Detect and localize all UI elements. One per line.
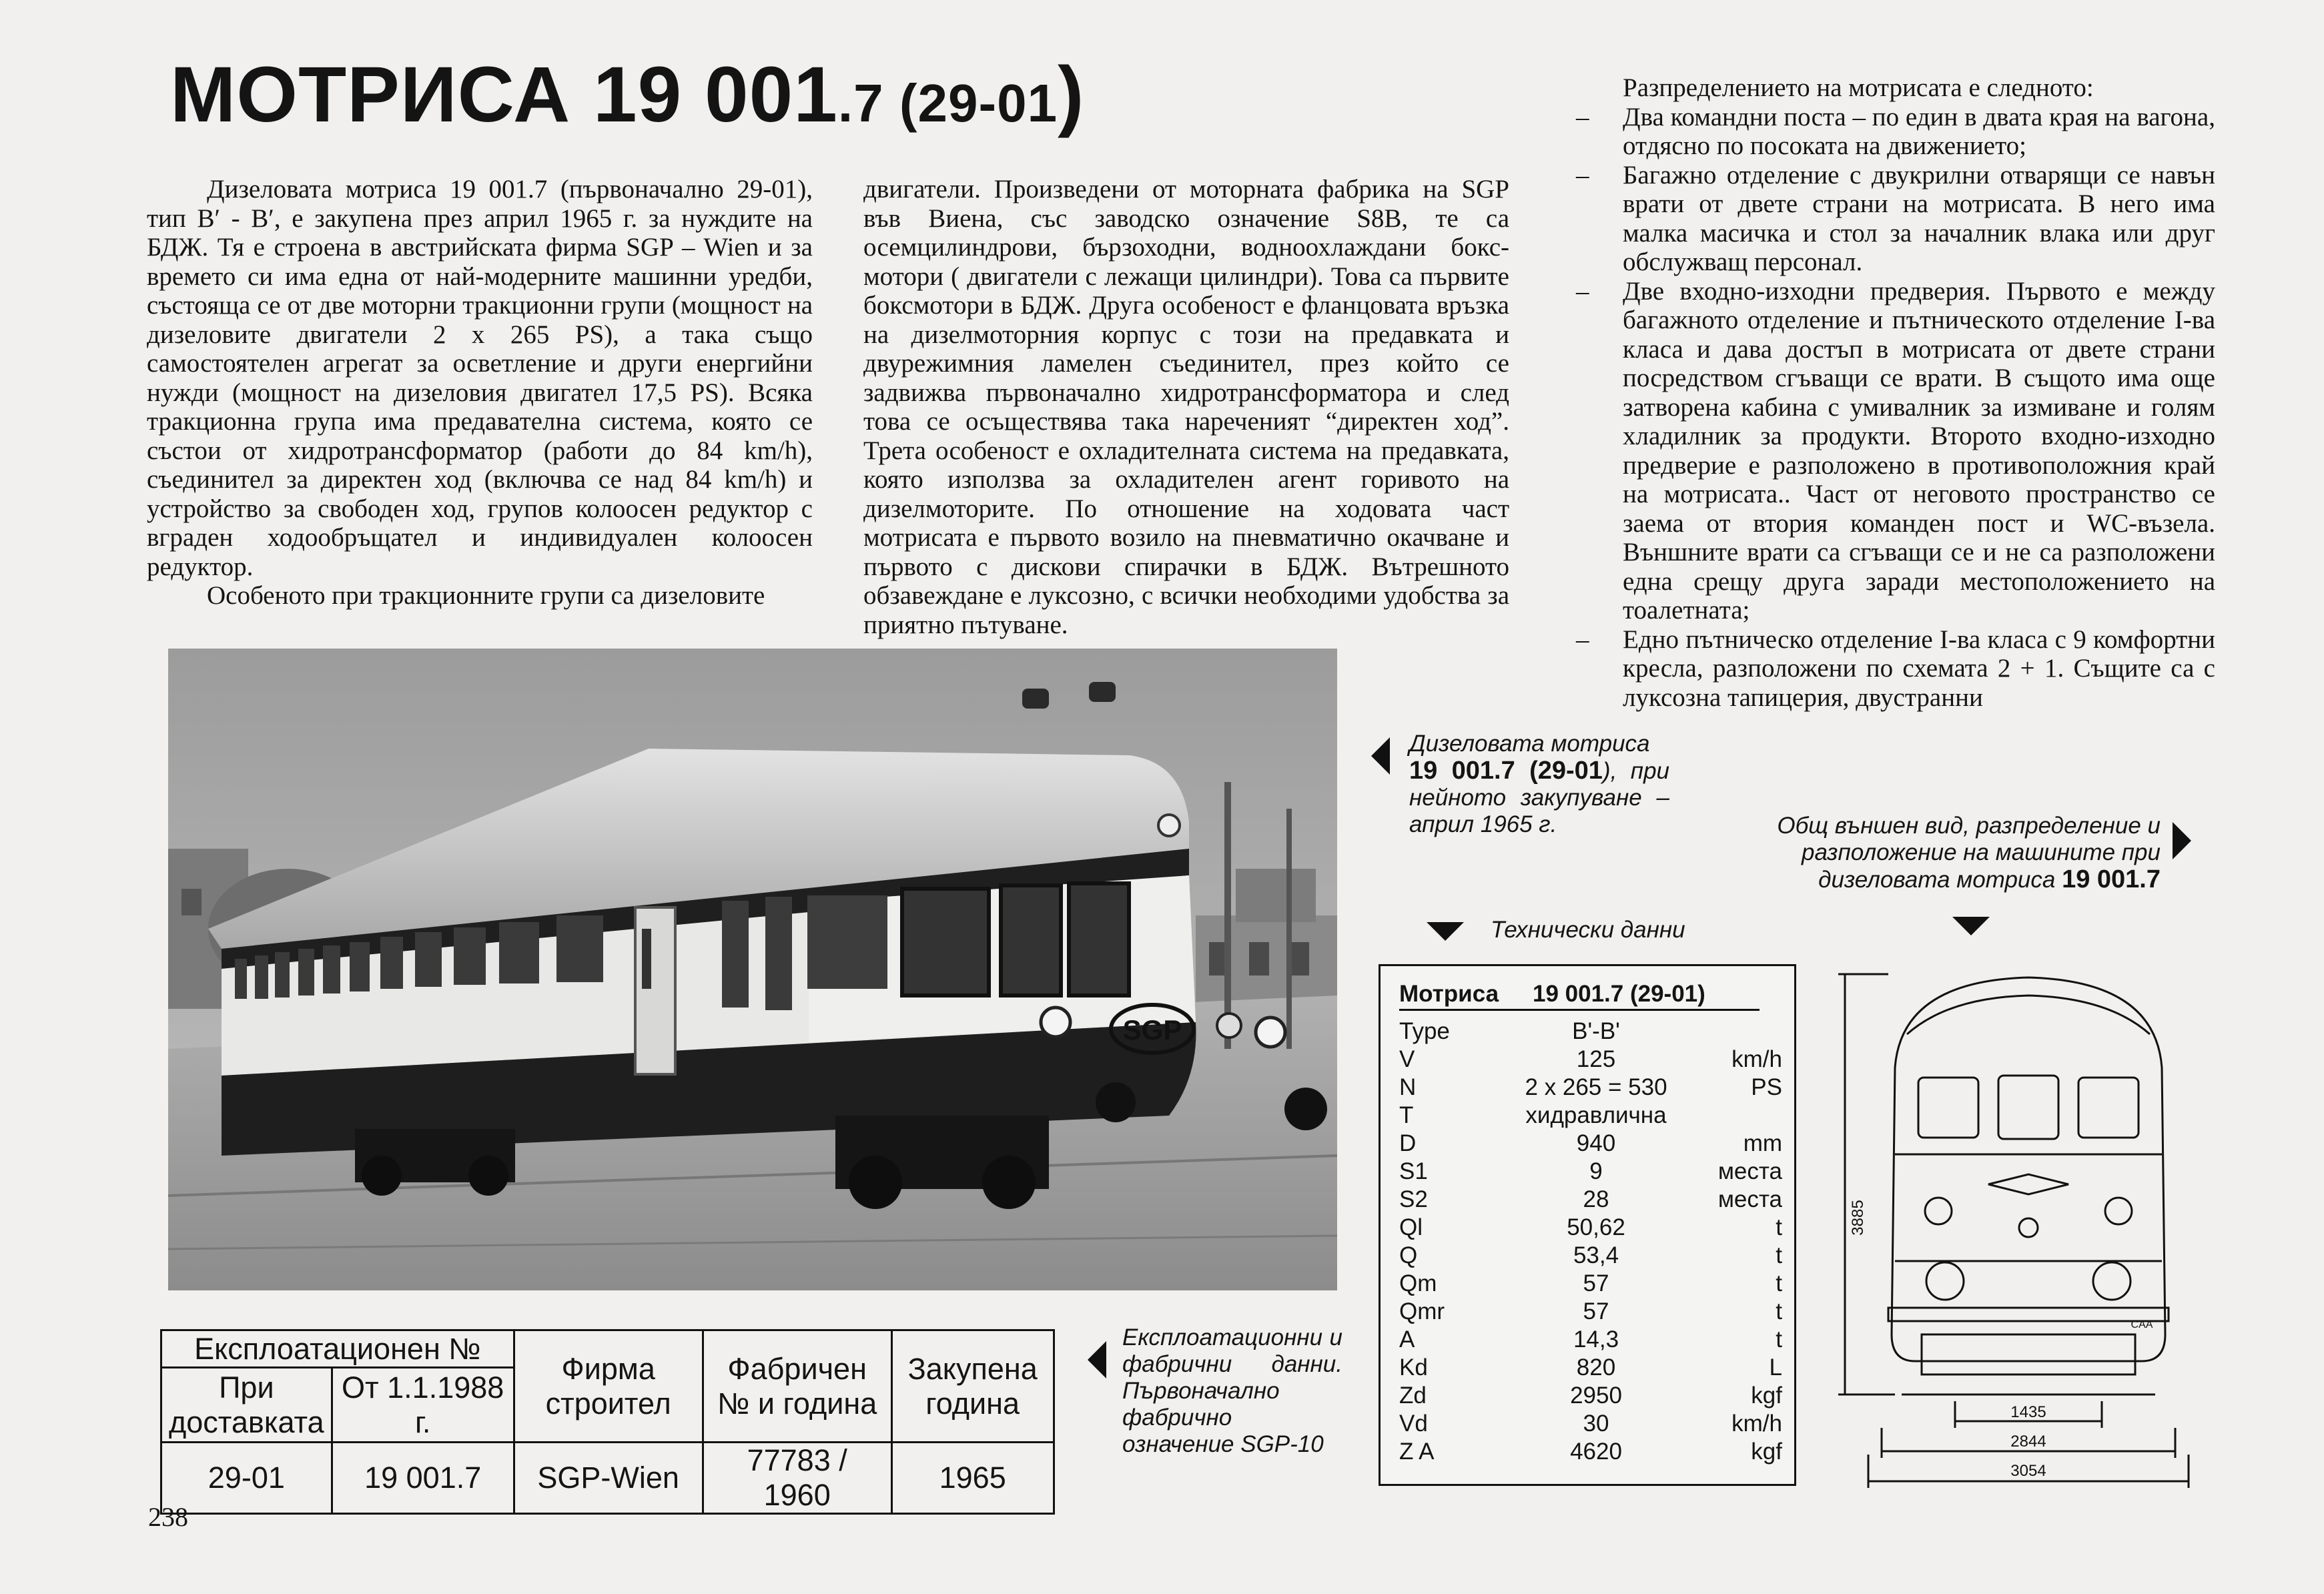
paragraph: двигатели. Произведени от моторната фабрика на SGP във Виена, със заводско означение S8B, те са осемцилиндрови, бързоходни, водноохлаждани бокс-мотори ( двигатели с лежащи цилиндри). Това са първите боксмотори в БДЖ. Друга особеност е фланцовата връзка на дизелмоторния корпус с този на предавката и двурежимния ламелен съединител, през който се задвижва първоначално хидротрансформатора и след това се осъществява така нареченият “директен ход”. Трета особеност е охладителната система на предавката, която използва за охладителен агент горивото на дизелмоторите. По отношение на ходовата част мотрисата е първото возило на пневматично окачване и първото с дискови спирачки в БДЖ. Вътрешното обзавеждане е луксозно, с всички необходими удобства за приятно пътуване. bbox=[863, 175, 1509, 639]
table-row: S2 28 места bbox=[1399, 1186, 1782, 1212]
railcar-photo bbox=[168, 649, 1337, 1290]
table-row: Vd 30 km/h bbox=[1399, 1411, 1782, 1437]
table-cell: SGP-Wien bbox=[514, 1443, 703, 1514]
table-row: N 2 x 265 = 530 PS bbox=[1399, 1074, 1782, 1100]
railcar-illustration bbox=[168, 649, 1337, 1290]
caption-arrow-icon bbox=[1952, 917, 1990, 935]
front-view-drawing bbox=[1828, 961, 2229, 1508]
railcar-front-drawing bbox=[1828, 961, 2229, 1508]
svg-text:2844: 2844 bbox=[2010, 1433, 2046, 1451]
paragraph: Особеното при тракционните групи са дизеловите bbox=[207, 581, 765, 610]
table-header: Фабричен № и година bbox=[703, 1330, 891, 1443]
table-header: Експлоатационен № bbox=[161, 1330, 514, 1368]
list-item: – Едно пътническо отделение I-ва класа с 9 комфортни кресла, разположени по схемата 2 + 1. Същите са с луксозна тапицерия, двустранни bbox=[1583, 625, 2215, 713]
caption-arrow-icon bbox=[1427, 922, 1464, 941]
divider bbox=[1399, 1009, 1760, 1011]
table-row: Ql 50,62 t bbox=[1399, 1214, 1782, 1240]
table-row: T хидравлична bbox=[1399, 1102, 1667, 1128]
tech-data-table bbox=[1379, 964, 1796, 1486]
caption-arrow-icon bbox=[1371, 737, 1390, 775]
table-cell: 29-01 bbox=[161, 1443, 332, 1514]
table-row: Type B'-B' bbox=[1399, 1018, 1620, 1044]
table-row: Qm 57 t bbox=[1399, 1270, 1782, 1296]
caption-arrow-icon bbox=[2173, 822, 2191, 859]
photo-caption: Дизеловата мотриса 19 001.7 (29-01), при нейното закупуване – април 1965 г. bbox=[1409, 731, 1670, 837]
paragraph: Дизеловата мотриса 19 001.7 (първоначално 29-01), тип B′ - B′, е закупена през април 1965 г. за нуждите на БДЖ. Тя е строена в австрийската фирма SGP – Wien и за времето си има една от най-модерните машинни уредби, състояща се от две моторни тракционни групи (мощност на дизеловите двигатели 2 х 265 PS), а така също самостоятелен агрегат за осветление и други енергийни нужди (мощност на дизеловия двигател 17,5 PS). Всяка тракционна група има предавателна система, която се състои от хидротрансформатор (работи до 84 km/h), съединител за директен ход (включва се над 84 km/h) и устройство за свободен ход, групов колоосен редуктор с вграден ходообръщател и индивидуален колоосен редуктор. bbox=[147, 175, 813, 581]
caption-arrow-icon bbox=[1088, 1341, 1106, 1378]
list-intro: Разпределението на мотрисата е следното: bbox=[1623, 73, 2094, 102]
page-title: МОТРИСА 19 001.7 (29-01) bbox=[170, 51, 1085, 139]
svg-text:3054: 3054 bbox=[2010, 1462, 2046, 1480]
svg-text:SGP: SGP bbox=[1122, 1014, 1182, 1046]
drawing-caption: Общ външен вид, разпределение и разположение на машините при дизеловата мотриса 19 001.7 bbox=[1777, 813, 2161, 893]
layout-list bbox=[1583, 103, 2215, 713]
table-row: Qmr 57 t bbox=[1399, 1298, 1782, 1324]
table-row: Kd 820 L bbox=[1399, 1354, 1782, 1380]
table-cell: 1965 bbox=[891, 1443, 1054, 1514]
list-item: – Два командни поста – по един в двата края на вагона, отдясно по посоката на движението; bbox=[1583, 103, 2215, 161]
tech-data-label: Технически данни bbox=[1491, 917, 1685, 943]
exploitation-table bbox=[160, 1329, 1055, 1515]
table-row: Zd 2950 kgf bbox=[1399, 1382, 1782, 1409]
svg-text:1435: 1435 bbox=[2010, 1403, 2046, 1421]
table-row: Q 53,4 t bbox=[1399, 1242, 1782, 1268]
table-row: D 940 mm bbox=[1399, 1130, 1782, 1156]
text-column-3 bbox=[1583, 73, 2215, 712]
table-header: Фирма строител bbox=[514, 1330, 703, 1443]
table-row: Z A 4620 kgf bbox=[1399, 1439, 1782, 1465]
table-header: Закупена година bbox=[891, 1330, 1054, 1443]
list-item: – Две входно-изходни предверия. Първото е между багажното отделение и пътническото отделение I-ва класа и дава достъп в мотрисата от двете страни посредством сгъващи се врати. В същото има още затворена кабина с умивалник за измиване и голям хладилник за продукти. Второто входно-изходно предверие е разположено в противоположния край на мотрисата.. Част от неговото пространство се заема от втория команден пост и WC-възела. Външните врати са сгъващи се и не са разположени една срещу друга заради местоположението на тоалетната; bbox=[1583, 277, 2215, 625]
svg-text:CAA: CAA bbox=[2131, 1319, 2153, 1330]
list-item: – Багажно отделение с двукрилни отварящи се навън врати от двете страни на мотрисата. В него има малка масичка и стол за началник влака или друг обслужващ персонал. bbox=[1583, 161, 2215, 277]
tech-header-row: Мотриса 19 001.7 (29-01) bbox=[1399, 981, 1705, 1007]
text-column-2 bbox=[863, 175, 1509, 639]
page-number: 238 bbox=[148, 1502, 188, 1532]
table-cell: 77783 / 1960 bbox=[703, 1443, 891, 1514]
table-header: От 1.1.1988 г. bbox=[332, 1368, 514, 1443]
table-row: V 125 km/h bbox=[1399, 1046, 1782, 1072]
table-row: A 14,3 t bbox=[1399, 1326, 1782, 1352]
text-column-1 bbox=[147, 175, 813, 611]
svg-text:3885: 3885 bbox=[1849, 1200, 1867, 1236]
table-row: S1 9 места bbox=[1399, 1158, 1782, 1184]
table-header: При доставката bbox=[161, 1368, 332, 1443]
table-cell: 19 001.7 bbox=[332, 1443, 514, 1514]
table-caption: Експлоатационни и фабрични данни. Първоначално фабрично означение SGP-10 bbox=[1122, 1324, 1342, 1457]
